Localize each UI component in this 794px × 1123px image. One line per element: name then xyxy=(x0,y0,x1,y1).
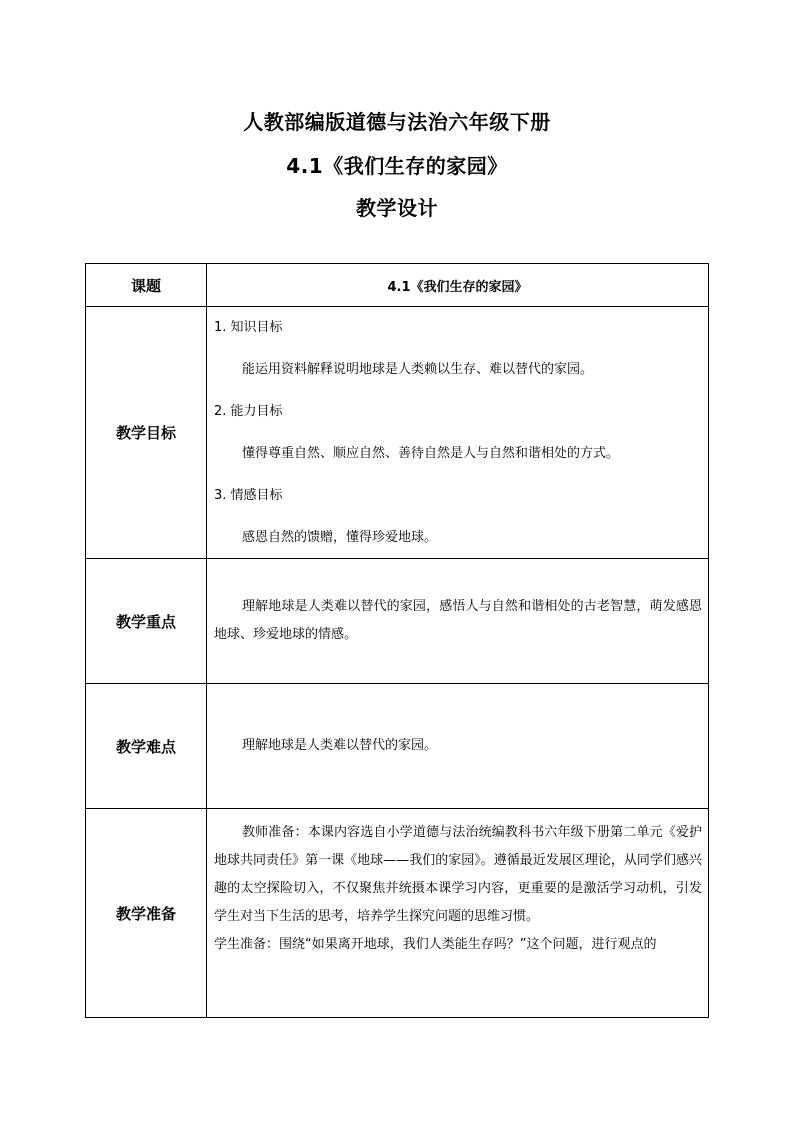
goal-text: 懂得尊重自然、顺应自然、善待自然是人与自然和谐相处的方式。 xyxy=(242,445,620,461)
key-points-cell xyxy=(207,559,709,684)
difficulties-label: 教学难点 xyxy=(86,684,207,809)
table-row-course xyxy=(86,264,709,307)
table-row-goals xyxy=(86,307,709,559)
goal-heading: 3. 情感目标 xyxy=(214,487,283,503)
goals-label: 教学目标 xyxy=(86,307,207,559)
table-row-preparation xyxy=(86,809,709,1018)
goal-heading: 1. 知识目标 xyxy=(214,319,283,335)
lesson-plan-table xyxy=(85,263,709,1018)
key-points-text: 理解地球是人类难以替代的家园，感悟人与自然和谐相处的古老智慧，萌发感恩地球、珍爱地球的情感。 xyxy=(214,599,702,642)
course-title: 4.1《我们生存的家园》 xyxy=(207,264,709,307)
preparation-label: 教学准备 xyxy=(86,809,207,1018)
document-title: 人教部编版道德与法治六年级下册 xyxy=(243,110,551,134)
table-row-key-points xyxy=(86,559,709,684)
goal-heading: 2. 能力目标 xyxy=(214,403,283,419)
teacher-preparation-text: 教师准备：本课内容选自小学道德与法治统编教科书六年级下册第二单元《爱护地球共同责任》第一课《地球——我们的家园》。遵循最近发展区理论，从同学们感兴趣的太空探险切入，不仅聚焦并统摄本课学习内容，更重要的是激活学习动机，引发学生对当下生活的思考，培养学生探究问题的思维习惯。 xyxy=(214,825,702,924)
difficulties-cell xyxy=(207,684,709,809)
preparation-cell xyxy=(207,809,709,1018)
goal-text: 感恩自然的馈赠，懂得珍爱地球。 xyxy=(242,529,438,545)
goal-text: 能运用资料解释说明地球是人类赖以生存、难以替代的家园。 xyxy=(242,361,594,377)
course-label: 课题 xyxy=(86,264,207,307)
student-preparation-text: 学生准备：围绕“如果离开地球，我们人类能生存吗？”这个问题，进行观点的 xyxy=(214,937,657,952)
difficulties-text: 理解地球是人类难以替代的家园。 xyxy=(242,738,438,753)
table-row-difficulties xyxy=(86,684,709,809)
key-points-label: 教学重点 xyxy=(86,559,207,684)
document-subtitle: 教学设计 xyxy=(356,196,438,220)
lesson-title: 4.1《我们生存的家园》 xyxy=(286,154,508,178)
goals-cell xyxy=(207,307,709,559)
